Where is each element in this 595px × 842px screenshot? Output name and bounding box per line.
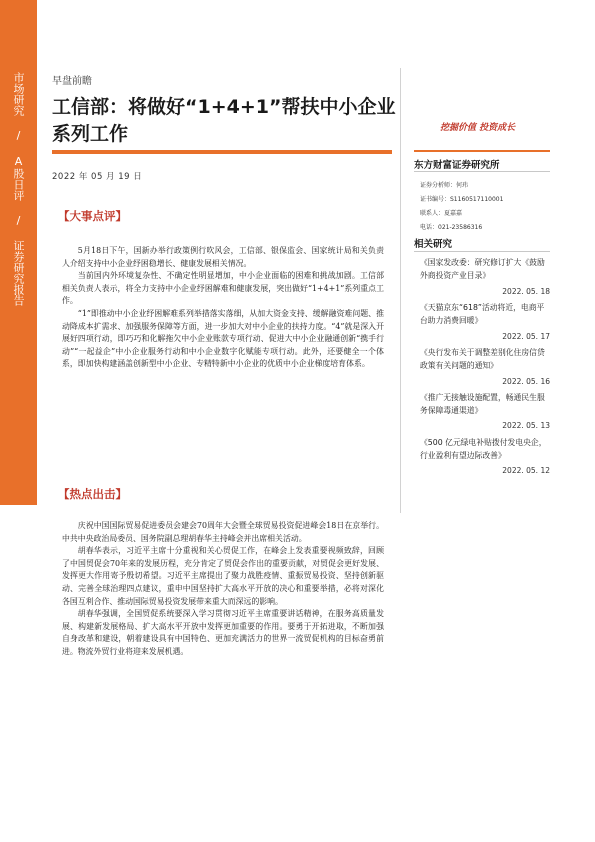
paragraph: “1”即推动中小企业纾困解难系列举措落实落细，从加大资金支持、缓解融资难问题、推动降成本扩需求、加强服务保障等方面，进一步加大对中小企业的扶持力度。“4”就是深入开展好四项行动，即巧巧和化解拖欠中小企业账款专项行动、促进大中小企业融通创新“携手行动”“一起益企”中小企业服务行动和中小企业数字化赋能专项行动。此外，还要健全一个体系，即加快构建涵盖创新型中小企业、专精特新中小企业的优质中小企业梯度培育体系。 (62, 308, 384, 369)
title-divider (52, 150, 392, 154)
related-report-link[interactable]: 《推广无接触设施配置，畅通民生服务保障毒通渠道》 (420, 393, 545, 415)
related-research-rule (414, 251, 550, 252)
related-report-link[interactable]: 《天猫京东“618”活动将近，电商平台助力消费回暖》 (420, 303, 545, 325)
paragraph: 胡春华表示，习近平主席十分重视和关心贸促工作，在峰会上发表重要视频致辞，回顾了中国贸促会70年来的发展历程，充分肯定了贸促会作出的重要贡献，对贸促会更好发展、发挥更大作用寄予殷切希望。习近平主席提出了聚力战胜疫情、重振贸易投资、坚持创新驱动、完善全球治理四点建议，重申中国坚持扩大高水平开放的决心和重要举措，必将对深化各国互利合作、推动国际贸易投资发展带来重大而深远的影响。 (62, 546, 384, 606)
institution-top-rule (414, 150, 550, 152)
paragraph: 5月18日下午，国新办举行政策例行吹风会，工信部、银保监会、国家统计局和关负责人介绍支持中小企业纾困稳增长、健康发展相关情况。 (62, 246, 384, 268)
paragraph: 庆祝中国国际贸易促进委员会建会70周年大会暨全球贸易投资促进峰会18日在京举行。中共中央政治局委员、国务院副总理胡春华主持峰会并出席相关活动。 (62, 521, 384, 543)
institution-name: 东方财富证券研究所 (414, 160, 500, 171)
report-title: 工信部：将做好“1+4+1”帮扶中小企业系列工作 (52, 96, 396, 145)
related-report-date: 2022. 05. 17 (502, 332, 550, 341)
related-report-date: 2022. 05. 18 (502, 287, 550, 296)
related-report-date: 2022. 05. 13 (502, 421, 550, 430)
section-heading-key-events: 【大事点评】 (58, 209, 127, 223)
paragraph: 胡春华强调，全国贸促系统要深入学习贯彻习近平主席重要讲话精神，在服务高质量发展、构建新发展格局、扩大高水平开放中发挥更加重要的作用。要勇于开拓进取，不断加强自身改革和建设，朝着建设具有中国特色、更加充满活力的世界一流贸促机构的目标奋勇前进。物流外贸行业将迎来发展机遇。 (62, 609, 384, 656)
paragraph: 当前国内外环境复杂性、不确定性明显增加，中小企业面临的困难和挑战加剧。工信部相关负责人表示，将全力支持中小企业纾困解难和健康发展，突出做好“1+4+1”系列重点工作。 (62, 271, 384, 306)
section-body-hot-topics (62, 520, 384, 659)
section-heading-hot-topics: 【热点出击】 (58, 487, 127, 501)
column-divider (400, 68, 401, 513)
contact-name: 联系人：夏嘉嘉 (420, 210, 463, 217)
related-report-date: 2022. 05. 16 (502, 377, 550, 386)
slogan: 挖掘价值 投资成长 (440, 123, 516, 133)
related-research-title: 相关研究 (414, 239, 453, 250)
section-body-key-events (62, 245, 384, 371)
analyst-name: 证券分析师：何玮 (420, 182, 469, 189)
doc-type-label: 早盘前瞻 (52, 76, 92, 87)
report-date: 2022 年 05 月 19 日 (52, 172, 143, 182)
related-report-link[interactable]: 《国家发改委：研究修订扩大《鼓励外商投资产业目录》 (420, 258, 545, 280)
related-report-link[interactable]: 《500 亿元绿电补贴拨付发电央企，行业盈利有望边际改善》 (420, 438, 547, 460)
related-report-link[interactable]: 《央行发布关于调整差别化住房信贷政策有关问题的通知》 (420, 348, 545, 370)
institution-rule (414, 171, 550, 172)
contact-phone: 电话：021-23586316 (420, 224, 483, 231)
analyst-cert: 证书编号：S1160517110001 (420, 196, 504, 203)
sidebar-category-label: 市场研究 / A股日评 / 证券研究报告 (12, 72, 25, 306)
related-report-date: 2022. 05. 12 (502, 466, 550, 475)
report-category-sidebar (0, 0, 37, 505)
